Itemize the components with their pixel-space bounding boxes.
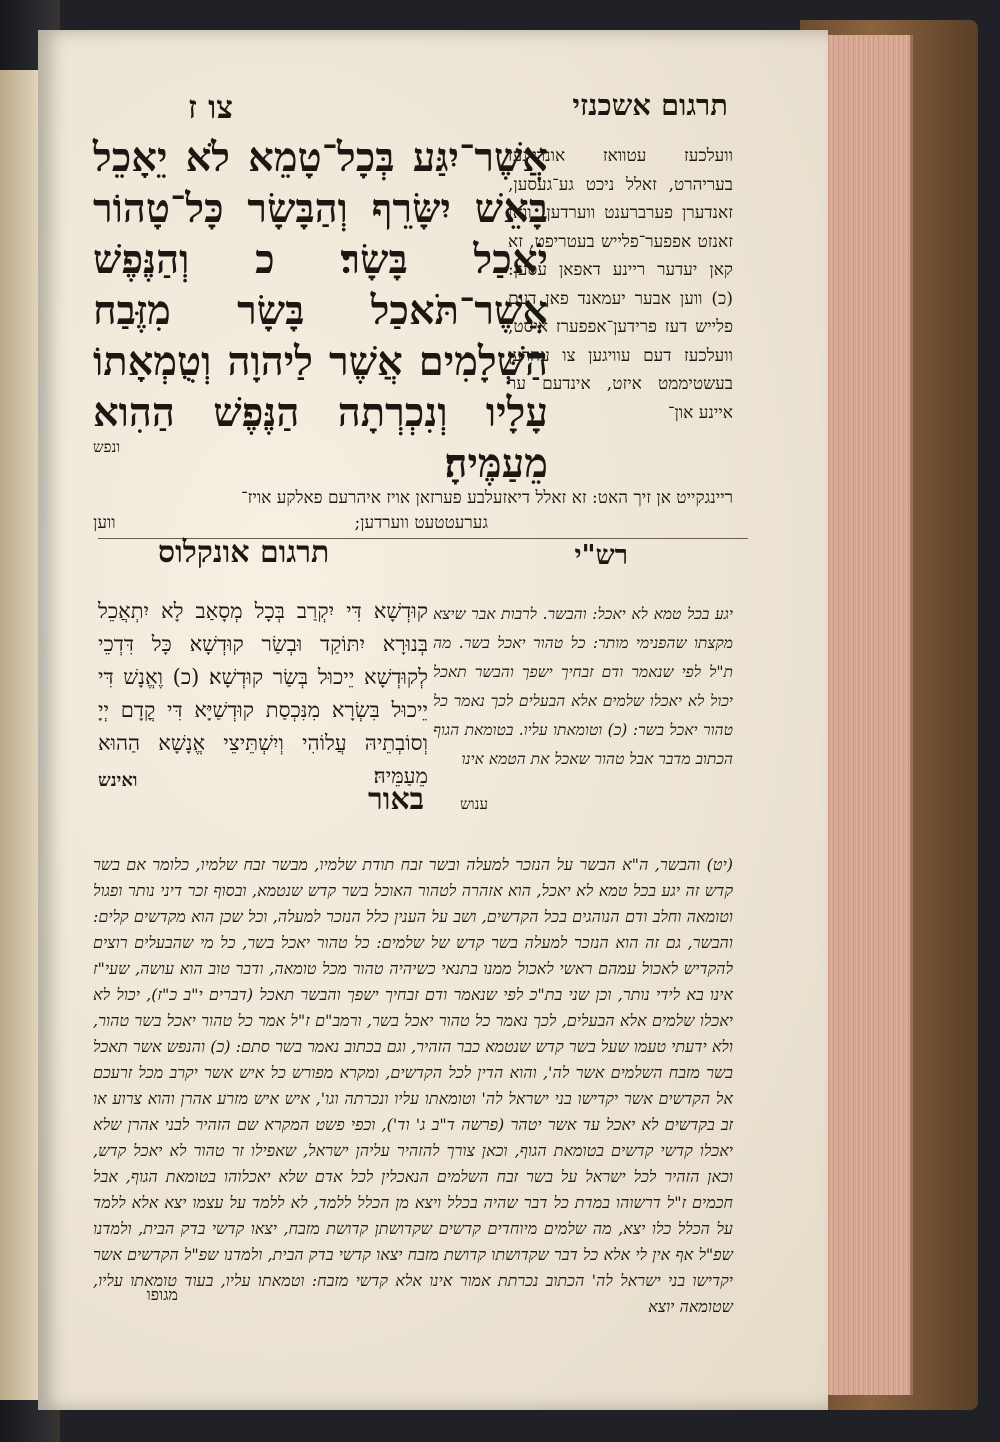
running-head-title: תרגום אשכנזי xyxy=(572,88,728,122)
beur-catchword: מגופו xyxy=(146,1285,178,1304)
running-head-chapter: צו ז xyxy=(188,88,234,126)
hebrew-verse-text: אֲשֶׁר־יִגַּע בְּכָל־טָמֵא לֹא יֵאָכֵל בָּאֵשׁ יִשָּׂרֵף וְהַבָּשָׂר כָּל־טָהוֹר יֹאכַל בָּשָׂר׃ כ וְהַנֶּפֶשׁ אֲשֶׁר־תֹּאכַל בָּשָׂר מִזֶּבַח הַשְּׁלָמִים אֲשֶׁר לַיהוָה וְטֻמְאָתוֹ עָלָיו וְנִכְרְתָה הַנֶּפֶשׁ הַהִוא מֵעַמֶּיהָ׃ xyxy=(93,134,548,487)
facing-page-edge xyxy=(0,70,42,1400)
yiddish-full-width-line: ריינגקייט אן זיך האט: זא זאלל דיאזעלבע פערזאן אויז איהרעם פאלקע אויז־ xyxy=(241,488,733,508)
rashi-catchword: ענוש xyxy=(460,795,488,813)
yiddish-last-line: גערעטטעט ווערדען; xyxy=(354,513,488,533)
yiddish-translation-column: וועלכעז עטוואז אונריינעז בעריהרט, זאלל ניכט גע־געסען, זאנדערן פערברענט ווערדען: וואז זאנזט אפפער־פלייש בעטריפט, זא קאן יעדער ריינע דאפאן עסען: (כ) ווען אבער יעמאנד פאן דעם פלייש דעז פרידען־אפפערז איסט, וועלכעז דעם עוויגען צו עהרען בעשטיממט איזט, אינדעם ער איינע און־ xyxy=(508,146,733,423)
yiddish-catchword: ווען xyxy=(93,513,116,533)
rashi-text: יגע בכל טמא לא יאכל: והבשר. לרבות אבר שיצא מקצתו שהפנימי מותר: כל טהור יאכל בשר. מה ת"ל לפי שנאמר ודם זבחיך ישפך והבשר תאכל יכול לא יאכלו שלמים אלא הבעלים לכך נאמר כל טהור יאכל בשר: (כ) וטומאתו עליו. בטומאת הגוף הכתוב מדבר אבל טהור שאכל את הטמא אינו xyxy=(433,605,733,768)
rashi-heading: רש"י xyxy=(574,540,628,571)
onkelos-text: קוּדְשָׁא דִּי יִקְרַב בְּכָל מְסָאַב לָא יִתְאֲכֵל בְּנוּרָא יִתּוֹקַד וּבְשַׂר קוּדְשָׁא כָּל דִּדְכֵי לְקוּדְשָׁא יֵיכוּל בְּשַׂר קוּדְשָׁא׃ (כ) וֶאֱנָשׁ דִּי יֵיכוּל בִּשְׂרָא מִנִּכְסַת קוּדְשַׁיָּא דִּי קֳדָם יְיָ וְסוֹבְתֵיהּ עֲלוֹהִי וְיִשְׁתֵּיצֵי אֱנָשָׁא הַהוּא מֵעַמֵּיהּ׃ xyxy=(98,599,428,788)
beur-commentary: (יט) והבשר, ה"א הבשר על הנזכר למעלה ובשר זבח תודת שלמיו, מבשר זבח שלמיו, כלומר אם בשר קדש זה יגע בכל טמא לא יאכל, הוא אזהרה לטהור האוכל בשר קדש שנטמא, ובסוף זכר דיני נותר ופגול וטומאה וחלב ודם הנוהגים בכל הקדשים, ושב על הענין כלל הנזכר למעלה, וכל שכן הוא מקדשים קלים: והבשר, גם זה הוא הנזכר למעלה בשר קדש של שלמים: כל טהור יאכל בשר, כל מי שהבעלים רוצים להקדיש לאכול עמהם ראשי לאכול ממנו בתנאי כשיהיה טהור מכל טומאה, ודבר טוב הוא עושה, שעי"ז אינו בא לידי נותר, וכן שני בת"כ לפי שנאמר ודם זבחיך ישפך והבשר תאכל (דברים י"ב כ"ז), יכול לא יאכלו שלמים אלא הבעלים, לכך נאמר כל טהור יאכל בשר, ורמב"ם ז"ל אמר כל טהור יאכל בשר טהור, ולא ידעתי טעמו שעל בשר קדש שנטמא כבר הזהיר, וגם בכתוב נאמר בשר סתם: (כ) והנפש אשר תאכל בשר מזבח השלמים אשר לה', והוא הדין לכל הקדשים, ומקרא מפורש כל איש אשר יקרב מכל זרעכם אל הקדשים אשר יקדישו בני ישראל לה' וטומאתו עליו ונכרתה וגו', איש איש מזרע אהרן והוא צרוע או זב בקדשים לא יאכל עד אשר יטהר (פרשה ד"ב ג' וד'), וכפי פשט המקרא שם הזהיר לבני אהרן שלא יאכלו קדשי קדשים בטומאת הגוף, וכאן צורך להזהיר עליהן ישראל, שאפילו זר טהור לא יאכל קדש, וכאן הזהיר לכל ישראל על בשר זבח השלמים הנאכלין לכל אדם שלא יאכלוהו בטומאת הגוף, אבל חכמים ז"ל דרשוהו במדת כל דבר שהיה בכלל ויצא מן הכלל ללמד, לא ללמד על עצמו יצא אלא ללמד על הכלל כלו יצא, מה שלמים מיוחדים קדשים שקדושתן קדושת מזבח, יצאו קדשי בדק הבית, ולמדנו שפ"ל אף אין לי אלא כל דבר שקדושתו קדושת מזבח יצאו קדשי בדק הבית, ולמדנו שפ"ל הקדשים אשר יקדישו בני ישראל לה' הכתוב נכרתת אמור אינו אלא קדשי מזבח: וטמאתו עליו, בעוד טומאתו עליו, שטומאה יוצא xyxy=(93,855,734,1316)
onkelos-heading: תרגום אונקלוס xyxy=(158,535,330,570)
onkelos-catchword: ואינש xyxy=(98,770,138,791)
book-page xyxy=(38,30,828,1410)
verse-catchword: ונפש xyxy=(93,438,121,456)
beur-heading: באור xyxy=(368,782,425,817)
